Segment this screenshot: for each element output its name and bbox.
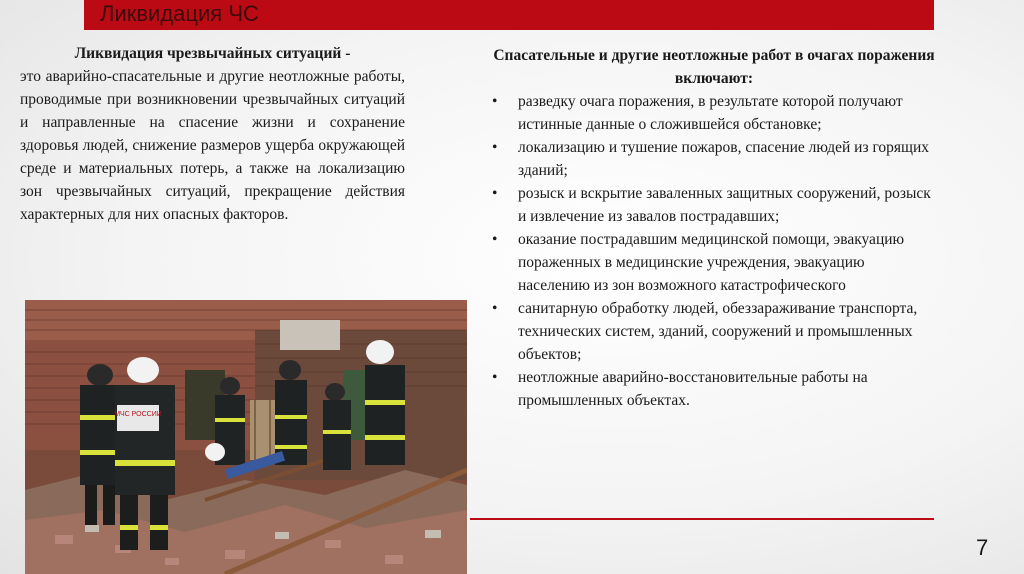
works-section (490, 44, 938, 412)
works-heading: Спасательные и другие неотложные работ в очагах поражения включают: (493, 47, 935, 87)
divider-line (470, 518, 934, 520)
page-number: 7 (976, 535, 989, 560)
list-item: • разведку очага поражения, в результате которой получают истинные данные о сложившейся обстановке; (490, 90, 938, 136)
list-item: • розыск и вскрытие заваленных защитных сооружений, розыск и извлечение из завалов пострадавших; (490, 182, 938, 228)
list-item: • локализацию и тушение пожаров, спасение людей из горящих зданий; (490, 136, 938, 182)
vest-text: МЧС РОССИИ (114, 411, 162, 418)
works-list (490, 90, 938, 412)
definition-lead: Ликвидация чрезвычайных ситуаций - (74, 45, 351, 62)
list-item: • оказание пострадавшим медицинской помощи, эвакуацию пораженных в медицинские учреждения, эвакуацию населению из зон возможного катастрофического (490, 228, 938, 297)
title-bar (84, 0, 934, 30)
definition-paragraph (20, 42, 405, 226)
list-item: • санитарную обработку людей, обеззараживание транспорта, технических систем, зданий, сооружений и промышленных объектов; (490, 297, 938, 366)
slide-title: Ликвидация ЧС (100, 1, 259, 26)
list-item: • неотложные аварийно-восстановительные работы на промышленных объектах. (490, 366, 938, 412)
rescue-photo (25, 300, 467, 574)
definition-body: это аварийно-спасательные и другие неотложные работы, проводимые при возникновении чрезвычайных ситуаций и направленные на спасение жизни и сохранение здоровья людей, снижение размеров ущерба окружающей среде и материальных потерь, а также на локализацию зон чрезвычайных ситуаций, прекращение действия характерных для них опасных факторов. (20, 68, 405, 223)
